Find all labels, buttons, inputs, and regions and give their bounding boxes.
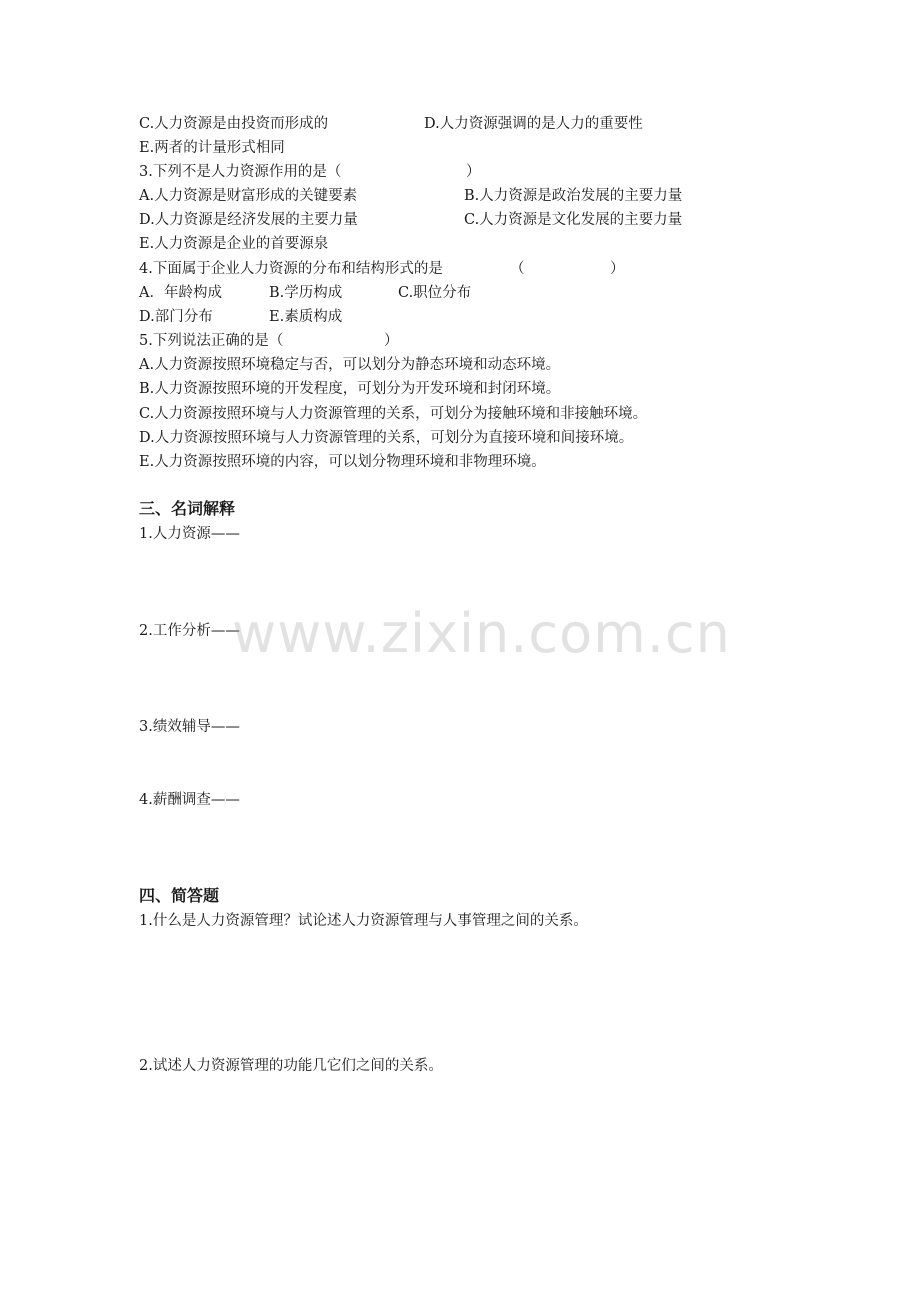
q2-option-c: C.人力资源是由投资而形成的 <box>139 116 329 132</box>
q5-option-d: D.人力资源按照环境与人力资源管理的关系，可划分为直接环境和间接环境。 <box>139 430 634 446</box>
q4-option-a: A．年龄构成 <box>139 285 222 301</box>
section3-title: 三、名词解释 <box>139 499 236 518</box>
term-item: 4.薪酬调查—— <box>139 792 240 808</box>
q5-option-a: A.人力资源按照环境稳定与否，可以划分为静态环境和动态环境。 <box>139 357 561 373</box>
q3-option-c: C.人力资源是文化发展的主要力量 <box>464 212 683 228</box>
term-item: 2.工作分析—— <box>139 623 240 639</box>
q5-option-b: B.人力资源按照环境的开发程度，可划分为开发环境和封闭环境。 <box>139 381 561 397</box>
short-answer-item: 1.什么是人力资源管理？试论述人力资源管理与人事管理之间的关系。 <box>139 913 588 929</box>
q4-close-paren: ） <box>610 261 625 277</box>
q4-open-paren: （ <box>510 261 525 277</box>
term-item: 3.绩效辅导—— <box>139 719 240 735</box>
q3-option-d: D.人力资源是经济发展的主要力量 <box>139 212 358 228</box>
q5-option-c: C.人力资源按照环境与人力资源管理的关系，可划分为接触环境和非接触环境。 <box>139 406 648 422</box>
q4-stem: 4.下面属于企业人力资源的分布和结构形式的是 <box>139 261 443 277</box>
q3-stem: 3.下列不是人力资源作用的是（ <box>139 164 342 180</box>
term-item: 1.人力资源—— <box>139 526 240 542</box>
q3-option-b: B.人力资源是政治发展的主要力量 <box>464 188 683 204</box>
q4-option-b: B.学历构成 <box>269 285 343 301</box>
watermark: www.zixin.com.cn <box>232 602 731 665</box>
q4-option-e: E.素质构成 <box>269 309 343 325</box>
short-answer-item: 2.试述人力资源管理的功能几它们之间的关系。 <box>139 1058 443 1074</box>
q3-option-e: E.人力资源是企业的首要源泉 <box>139 236 329 252</box>
q5-stem: 5.下列说法正确的是（ <box>139 333 284 349</box>
q3-option-a: A.人力资源是财富形成的关键要素 <box>139 188 358 204</box>
q2-option-e: E.两者的计量形式相同 <box>139 140 285 156</box>
q3-close-paren: ） <box>466 164 481 180</box>
q5-option-e: E.人力资源按照环境的内容，可以划分物理环境和非物理环境。 <box>139 454 546 470</box>
q4-option-c: C.职位分布 <box>398 285 472 301</box>
q2-option-d: D.人力资源强调的是人力的重要性 <box>424 116 643 132</box>
q4-option-d: D.部门分布 <box>139 309 213 325</box>
q5-close-paren: ） <box>384 333 399 349</box>
section4-title: 四、简答题 <box>139 886 220 905</box>
